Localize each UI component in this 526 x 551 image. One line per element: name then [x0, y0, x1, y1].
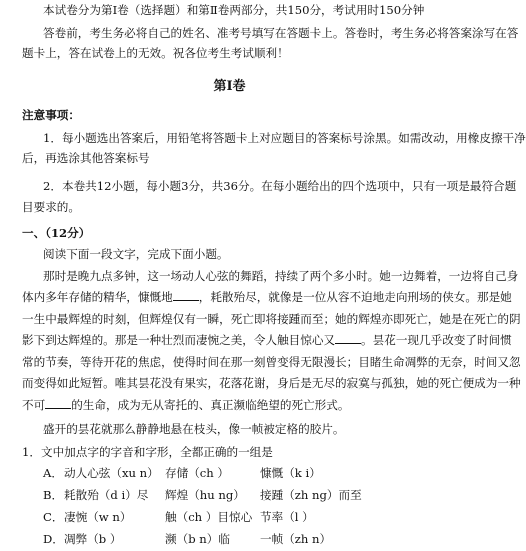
intro-line-3: 题卡上，答在试卷上的无效。祝各位考生考试顺利！: [22, 46, 289, 60]
passage-text: 影下到达辉煌的。那是一种壮烈而凄惋之美，令人触目惊心又: [22, 333, 336, 347]
option-item: 耗散殆（d i）尽: [64, 488, 149, 502]
intro-line-2: 答卷前，考生务必将自己的姓名、准考号填写在答题卡上。答卷时，考生务必将答案涂写在答: [43, 26, 519, 40]
option-item: 濒（b n）临: [165, 532, 230, 546]
notice-item-1-cont: 后，再选涂其他答案标号: [22, 151, 150, 165]
passage-text: 体内多年存储的精华，慷慨地: [22, 290, 173, 304]
question-stem: 1．文中加点字的字音和字形，全都正确的一组是: [22, 445, 273, 459]
option-item: 触（ch ）目惊心: [165, 510, 253, 524]
passage-line-4: [22, 332, 512, 349]
passage-line-7: [22, 397, 451, 414]
passage-text: ，耗散殆尽，就像是一位从容不迫地走向刑场的侠女。那是她: [198, 290, 512, 304]
option-item: 一帧（zh n）: [260, 532, 332, 546]
notice-item-2-cont: 目要求的。: [22, 200, 80, 214]
option-item: 接踵（zh ng）而至: [260, 488, 362, 502]
option-label: C．: [43, 510, 64, 524]
option-item: 存储（ch ）: [165, 466, 230, 480]
fill-blank: [173, 289, 199, 301]
option-item: 凋弊（b ）: [64, 532, 122, 546]
option-item: 动人心弦（xu n）: [64, 466, 159, 480]
passage-text: 不可: [22, 398, 46, 412]
volume-title: 第Ⅰ卷: [213, 79, 246, 94]
notice-item-1: 1．每小题选出答案后，用铅笔将答题卡上对应题目的答案标号涂黑。如需改动，用橡皮擦干净: [43, 131, 526, 145]
fill-blank: [335, 332, 361, 344]
passage-text: 。昙花一现几乎改变了时间惯: [361, 333, 512, 347]
passage-line-1: 那时是晚九点多钟，这一场动人心弦的舞蹈，持续了两个多小时。她一边舞着，一边将自己身: [43, 269, 519, 283]
fill-blank: [45, 397, 71, 409]
intro-line-1: 本试卷分为第Ⅰ卷（选择题）和第Ⅱ卷两部分，共150分，考试用时150分钟: [43, 3, 425, 17]
option-item: 凄惋（w n）: [64, 510, 132, 524]
option-item: 辉煌（hu ng）: [165, 488, 245, 502]
passage-line-5: 常的节奏，等待开花的焦虑，使得时间在那一刻曾变得无限漫长；目睹生命凋弊的无奈，时间又忽: [22, 355, 521, 369]
section-instruction: 阅读下面一段文字，完成下面小题。: [43, 247, 229, 261]
passage-paragraph-2: 盛开的昙花就那么静静地悬在枝头，像一帧被定格的胶片。: [43, 422, 345, 436]
passage-text: 的生命，成为无从寄托的、真正濒临绝望的死亡形式。: [71, 398, 350, 412]
option-item: 慷慨（k i）: [260, 466, 321, 480]
passage-line-2: [22, 289, 512, 306]
notice-heading: 注意事项：: [22, 108, 80, 122]
option-item: 节率（l ）: [260, 510, 314, 524]
section-heading: 一、（12分）: [22, 226, 91, 240]
option-label: B．: [43, 488, 64, 502]
notice-item-2: 2．本卷共12小题，每小题3分，共36分。在每小题给出的四个选项中，只有一项是最符合题: [43, 179, 517, 193]
passage-line-6: 而变得如此短暂。唯其昙花没有果实，花落花谢，身后是无尽的寂寞与孤独，她的死亡便成为一种: [22, 376, 521, 390]
passage-line-3: 一生中最辉煌的时刻，但辉煌仅有一瞬，死亡即将接踵而至；她的辉煌亦即死亡，她是在死亡的阴: [22, 312, 521, 326]
option-label: D．: [43, 532, 64, 546]
option-label: A．: [43, 466, 63, 480]
